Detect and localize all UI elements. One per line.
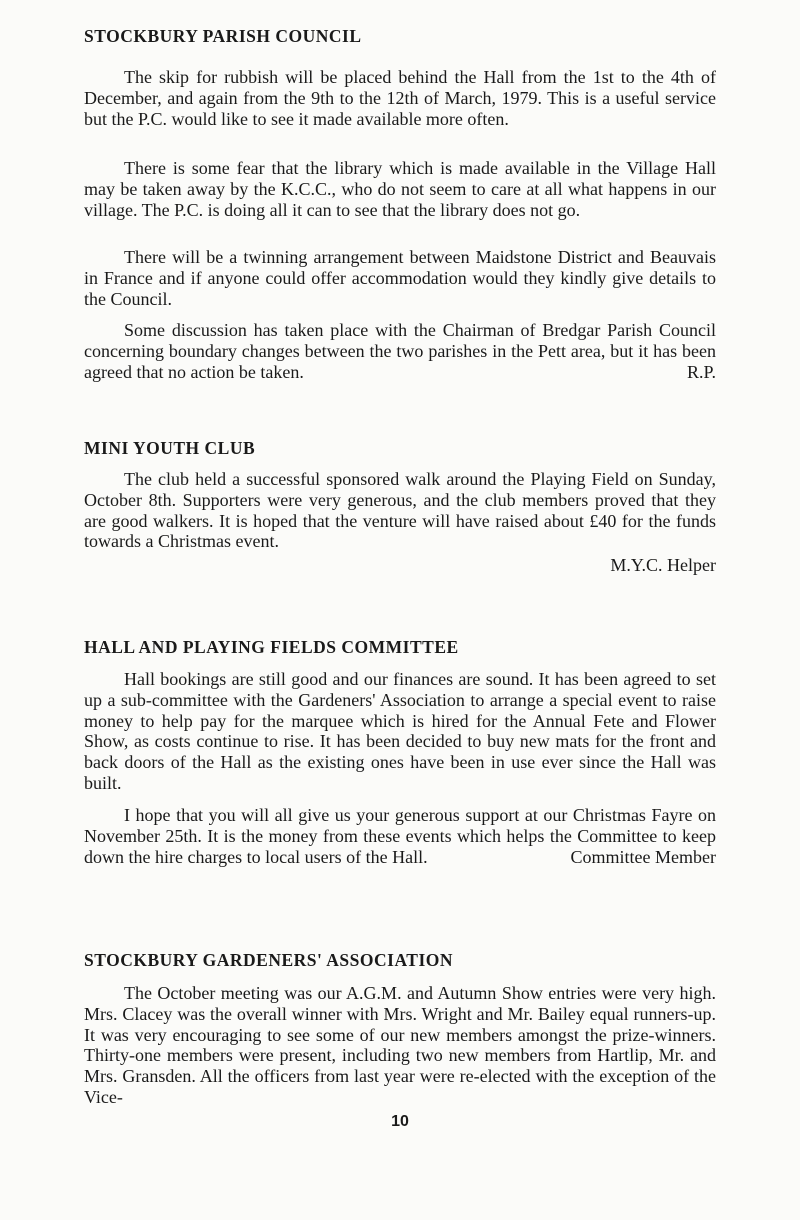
parish-paragraph-4 bbox=[84, 320, 716, 382]
heading-mini-youth-club: MINI YOUTH CLUB bbox=[84, 438, 256, 458]
parish-paragraph-3: There will be a twinning arrangement between Maidstone District and Beauvais in France and if anyone could offer accommodation would they kindly give details to the Council. bbox=[84, 247, 716, 309]
heading-gardeners-association: STOCKBURY GARDENERS' ASSOCIATION bbox=[84, 950, 454, 970]
parish-paragraph-1: The skip for rubbish will be placed behind the Hall from the 1st to the 4th of December, and again from the 9th to the 12th of March, 1979. This is a useful service but the P.C. would like to see it made available more often. bbox=[84, 67, 716, 129]
hall-paragraph-2-text: I hope that you will all give us your generous support at our Christmas Fayre on November 25th. It is the money from these events which helps the Committee to keep down the hire charges to local users of the Hall. bbox=[84, 805, 716, 867]
signature-rp: R.P. bbox=[686, 361, 716, 382]
hall-paragraph-1: Hall bookings are still good and our finances are sound. It has been agreed to set up a sub-committee with the Gardeners' Association to arrange a special event to raise money to help pay for the marquee which is hired for the Annual Fete and Flower Show, as costs continue to rise. It has been decided to buy new mats for the front and back doors of the Hall as the existing ones have been in use ever since the Hall was built. bbox=[84, 669, 716, 793]
hall-paragraph-2 bbox=[84, 805, 716, 867]
heading-hall-committee: HALL AND PLAYING FIELDS COMMITTEE bbox=[84, 637, 459, 657]
parish-paragraph-4-text: Some discussion has taken place with the Chairman of Bredgar Parish Council concerning boundary changes between the two parishes in the Pett area, but it has been agreed that no action be taken. bbox=[84, 320, 716, 382]
parish-paragraph-2: There is some fear that the library which is made available in the Village Hall may be taken away by the K.C.C., who do not seem to care at all what happens in our village. The P.C. is doing all it can to see that the library does not go. bbox=[84, 158, 716, 220]
heading-parish-council: STOCKBURY PARISH COUNCIL bbox=[84, 26, 362, 46]
gardeners-paragraph-1: The October meeting was our A.G.M. and Autumn Show entries were very high. Mrs. Clacey was the overall winner with Mrs. Wright and Mr. Bailey equal runners-up. It was very encouraging to see some of our new members amongst the prize-winners. Thirty-one members were present, including two new members from Hartlip, Mr. and Mrs. Gransden. All the officers from last year were re-elected with the exception of the Vice- bbox=[84, 983, 716, 1107]
page-number: 10 bbox=[391, 1113, 409, 1130]
signature-myc-helper: M.Y.C. Helper bbox=[610, 555, 716, 575]
signature-committee-member: Committee Member bbox=[570, 846, 716, 867]
youth-paragraph-1: The club held a successful sponsored walk around the Playing Field on Sunday, October 8th. Supporters were very generous, and the club members proved that they are good walkers. It is hoped that the venture will have raised about £40 for the funds towards a Christmas event. bbox=[84, 469, 716, 552]
